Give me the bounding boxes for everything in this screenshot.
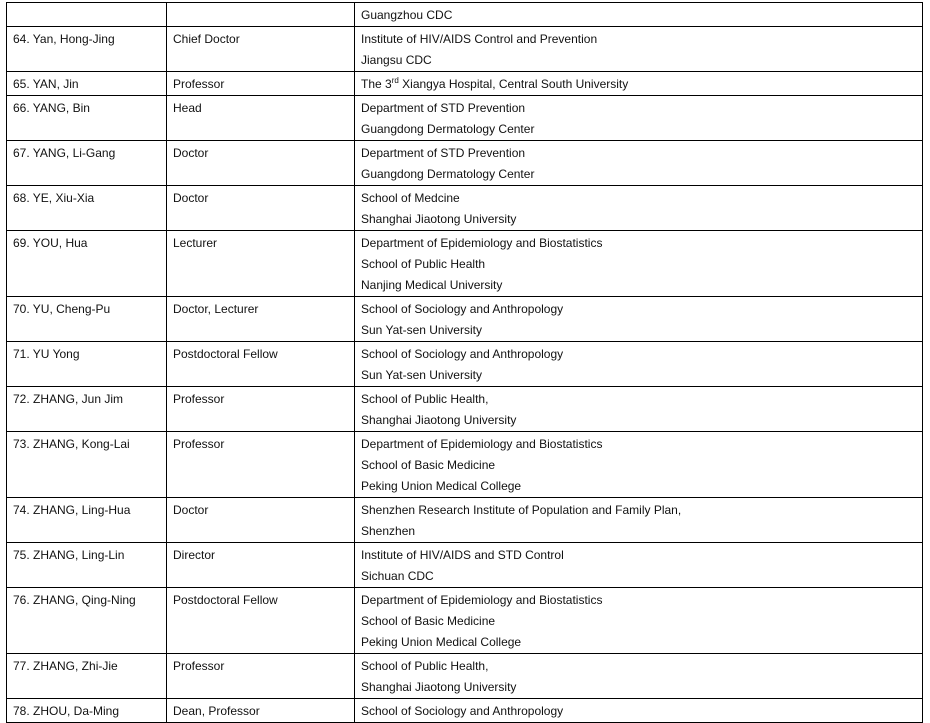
affiliation-line: Shenzhen — [361, 524, 416, 538]
participant-affiliation — [355, 432, 923, 498]
affiliation-line: Peking Union Medical College — [361, 635, 522, 649]
affiliation-line: Sun Yat-sen University — [361, 323, 482, 337]
affiliation-line: Department of STD Prevention — [361, 101, 526, 115]
participant-title: Doctor, Lecturer — [167, 297, 355, 342]
affiliation-line: School of Public Health, — [361, 659, 489, 673]
participant-table-body — [7, 3, 923, 723]
participant-name: 64. Yan, Hong-Jing — [7, 27, 167, 72]
affiliation-line: Shanghai Jiaotong University — [361, 680, 517, 694]
affiliation-text-post: Xiangya Hospital, Central South University — [398, 77, 629, 91]
affiliation-line: Department of STD Prevention — [361, 146, 526, 160]
participant-name: 68. YE, Xiu-Xia — [7, 186, 167, 231]
affiliation-line: Guangdong Dermatology Center — [361, 167, 535, 181]
participant-name: 66. YANG, Bin — [7, 96, 167, 141]
table-row — [7, 297, 923, 342]
participant-name: 77. ZHANG, Zhi-Jie — [7, 654, 167, 699]
participant-affiliation — [355, 3, 923, 27]
affiliation-line: School of Sociology and Anthropology — [361, 704, 564, 718]
affiliation-line: Jiangsu CDC — [361, 53, 432, 67]
affiliation-line: Department of Epidemiology and Biostatistics — [361, 437, 603, 451]
ordinal-suffix: rd — [391, 76, 399, 85]
participant-affiliation — [355, 543, 923, 588]
participant-affiliation — [355, 186, 923, 231]
affiliation-line: Institute of HIV/AIDS and STD Control — [361, 548, 564, 562]
affiliation-line: Shanghai Jiaotong University — [361, 212, 517, 226]
participant-title: Lecturer — [167, 231, 355, 297]
participant-name: 70. YU, Cheng-Pu — [7, 297, 167, 342]
participant-title — [167, 3, 355, 27]
participant-affiliation — [355, 387, 923, 432]
participant-table — [6, 2, 923, 723]
affiliation-line: Shenzhen Research Institute of Population and Family Plan, — [361, 503, 682, 517]
table-row — [7, 387, 923, 432]
participant-name: 69. YOU, Hua — [7, 231, 167, 297]
affiliation-line: Institute of HIV/AIDS Control and Prevention — [361, 32, 598, 46]
participant-affiliation — [355, 96, 923, 141]
affiliation-line: School of Public Health — [361, 257, 486, 271]
table-row — [7, 96, 923, 141]
participant-name — [7, 3, 167, 27]
table-row — [7, 27, 923, 72]
table-row — [7, 231, 923, 297]
table-row — [7, 432, 923, 498]
table-row — [7, 498, 923, 543]
participant-affiliation — [355, 141, 923, 186]
participant-name: 73. ZHANG, Kong-Lai — [7, 432, 167, 498]
affiliation-line: Sichuan CDC — [361, 569, 434, 583]
affiliation-line: School of Sociology and Anthropology — [361, 302, 564, 316]
affiliation-line: Nanjing Medical University — [361, 278, 503, 292]
participant-affiliation — [355, 699, 923, 723]
participant-affiliation — [355, 588, 923, 654]
participant-title: Professor — [167, 432, 355, 498]
participant-name: 78. ZHOU, Da-Ming — [7, 699, 167, 723]
affiliation-line: Guangdong Dermatology Center — [361, 122, 535, 136]
table-row — [7, 699, 923, 723]
affiliation-line: School of Sociology and Anthropology — [361, 347, 564, 361]
participant-affiliation — [355, 297, 923, 342]
participant-name: 76. ZHANG, Qing-Ning — [7, 588, 167, 654]
affiliation-line: Peking Union Medical College — [361, 479, 522, 493]
table-row — [7, 654, 923, 699]
participant-affiliation — [355, 231, 923, 297]
table-row — [7, 72, 923, 96]
affiliation-line: School of Medcine — [361, 191, 460, 205]
participant-title: Director — [167, 543, 355, 588]
affiliation-line: School of Basic Medicine — [361, 614, 496, 628]
participant-name: 67. YANG, Li-Gang — [7, 141, 167, 186]
participant-title: Head — [167, 96, 355, 141]
affiliation-line: School of Public Health, — [361, 392, 489, 406]
participant-title: Professor — [167, 654, 355, 699]
participant-title: Chief Doctor — [167, 27, 355, 72]
participant-title: Dean, Professor — [167, 699, 355, 723]
affiliation-line: Department of Epidemiology and Biostatistics — [361, 593, 603, 607]
participant-affiliation — [355, 72, 923, 96]
participant-title: Postdoctoral Fellow — [167, 588, 355, 654]
affiliation-line: Guangzhou CDC — [361, 8, 453, 22]
affiliation-line: Department of Epidemiology and Biostatistics — [361, 236, 603, 250]
participant-name: 74. ZHANG, Ling-Hua — [7, 498, 167, 543]
participant-name: 72. ZHANG, Jun Jim — [7, 387, 167, 432]
affiliation-line: School of Basic Medicine — [361, 458, 496, 472]
participant-affiliation — [355, 342, 923, 387]
participant-title: Professor — [167, 72, 355, 96]
participant-name: 75. ZHANG, Ling-Lin — [7, 543, 167, 588]
participant-title: Doctor — [167, 186, 355, 231]
table-row — [7, 186, 923, 231]
table-row — [7, 342, 923, 387]
table-row — [7, 141, 923, 186]
table-row — [7, 543, 923, 588]
table-row — [7, 3, 923, 27]
participant-affiliation — [355, 498, 923, 543]
participant-title: Postdoctoral Fellow — [167, 342, 355, 387]
participant-name: 65. YAN, Jin — [7, 72, 167, 96]
participant-name: 71. YU Yong — [7, 342, 167, 387]
affiliation-line — [361, 74, 916, 95]
participant-affiliation — [355, 654, 923, 699]
affiliation-line: Shanghai Jiaotong University — [361, 413, 517, 427]
table-row — [7, 588, 923, 654]
affiliation-line: Sun Yat-sen University — [361, 368, 482, 382]
participant-title: Professor — [167, 387, 355, 432]
affiliation-text-pre: The 3 — [361, 77, 392, 91]
participant-title: Doctor — [167, 141, 355, 186]
participant-title: Doctor — [167, 498, 355, 543]
participant-affiliation — [355, 27, 923, 72]
